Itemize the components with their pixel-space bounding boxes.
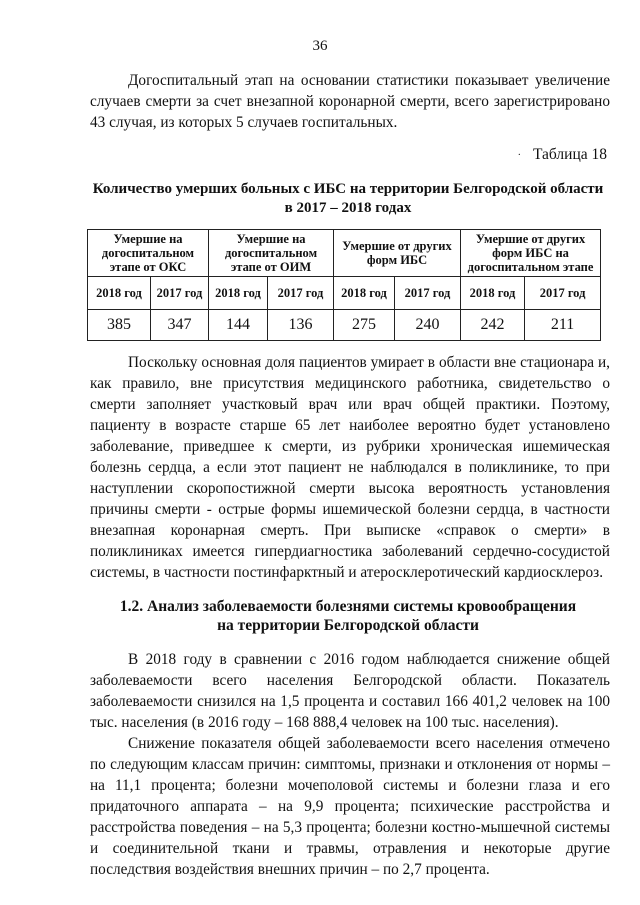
table-year-header: 2018 год [209,277,268,310]
section-heading-line1: 1.2. Анализ заболеваемости болезнями системы кровообращения [119,598,577,615]
intro-paragraph: Догоспитальный этап на основании статистики показывает увеличение случаев смерти за счет внезапной коронарной смерти, всего зарегистрировано 43 случая, из которых 5 случаев госпитальных. [90,72,610,131]
table-year-header: 2017 год [525,277,601,310]
table-group-header: Умершие от других форм ИБС на догоспитальном этапе [461,230,601,277]
section-heading [88,597,608,635]
table-cell: 385 [88,310,151,341]
table-caption-line2: в 2017 – 2018 годах [284,200,412,216]
table-year-header: 2017 год [151,277,209,310]
table-header-groups [88,230,601,277]
table-group-header: Умершие на догоспитальном этапе от ОКС [88,230,209,277]
table-year-header: 2018 год [461,277,525,310]
table-cell: 144 [209,310,268,341]
table-cell: 242 [461,310,525,341]
decrease-paragraph: Снижение показателя общей заболеваемости всего населения отмечено по следующим классам причин: симптомы, признаки и отклонения от нормы – на 11,1 процента; болезни мочеполовой системы и болезни глаза и его придаточного аппарата – на 9,9 процента; психические расстройства и расстройства поведения – на 5,3 процента; болезни костно-мышечной системы и соединительной ткани и травмы, отравления и некоторые другие последствия воздействия внешних причин – по 2,7 процента. [90,735,610,878]
table-cell: 240 [395,310,461,341]
dot-mark-icon: · [517,149,521,161]
table-row [88,310,601,341]
mortality-table [87,229,601,341]
table-caption-line1: Количество умерших больных с ИБС на территории Белгородской области [92,181,604,197]
table-year-header: 2018 год [88,277,151,310]
table-label [518,146,607,164]
section-heading-line2: на территории Белгородской области [217,617,479,634]
morbidity-paragraph: В 2018 году в сравнении с 2016 годом наблюдается снижение общей заболеваемости всего населения Белгородской области. Показатель заболеваемости снизился на 1,5 процента и составил 166 401,2 человек на 100 тыс. населения (в 2016 году – 168 888,4 человек на 100 тыс. населения). [90,651,610,731]
table-cell: 347 [151,310,209,341]
table-caption [88,180,608,218]
table-header-years [88,277,601,310]
table-cell: 275 [334,310,395,341]
page-number: 36 [312,38,328,54]
table-year-header: 2017 год [395,277,461,310]
table-group-header: Умершие от других форм ИБС [334,230,461,277]
table-cell: 211 [525,310,601,341]
mortality-paragraph: Поскольку основная доля пациентов умирает в области вне стационара и, как правило, вне присутствия медицинского работника, свидетельство о смерти заполняет участковый врач или врач общей практики. Поэтому, пациенту в возрасте старше 65 лет наиболее вероятно будет установлено заболевание, приведшее к смерти, из рубрики хроническая ишемическая болезнь сердца, а если этот пациент не наблюдался в поликлинике, то при наступлении скоропостижной смерти высока вероятность установления причины смерти - острые формы ишемической болезни сердца, в частности внезапная коронарная смерть. При выписке «справок о смерти» в поликлиниках имеется гипердиагностика заболеваний сердечно-сосудистой системы, в частности постинфарктный и атеросклеротический кардиосклероз. [90,354,610,581]
table-cell: 136 [268,310,334,341]
table-year-header: 2018 год [334,277,395,310]
table-year-header: 2017 год [268,277,334,310]
table-label-text: Таблица 18 [532,146,607,163]
table-group-header: Умершие на догоспитальном этапе от ОИМ [209,230,334,277]
